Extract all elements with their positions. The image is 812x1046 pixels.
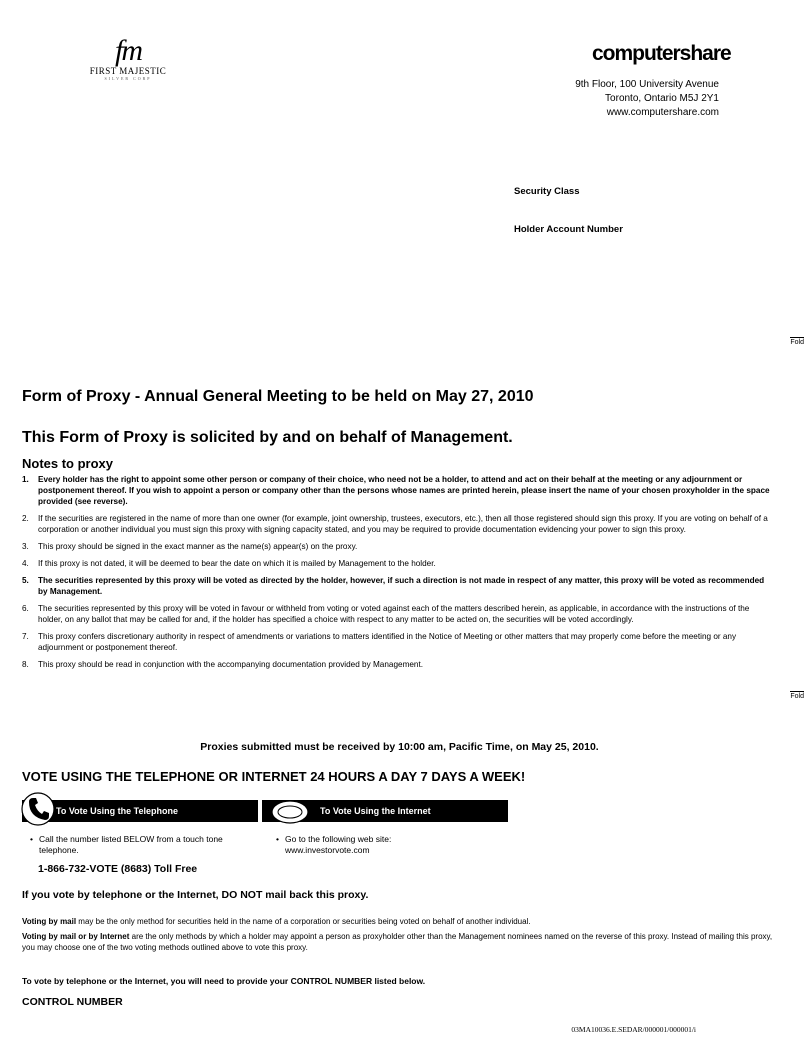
mail-note-1-text: may be the only method for securities held in the name of a corporation or securities being voted on behalf of another individual. <box>76 917 531 926</box>
computershare-logo: computershare <box>592 42 731 65</box>
note-item <box>22 558 772 569</box>
note-number: 6. <box>22 604 29 613</box>
notes-heading: Notes to proxy <box>22 456 114 471</box>
mail-note-2 <box>22 931 777 953</box>
note-item <box>22 513 772 535</box>
internet-url[interactable]: www.investorvote.com <box>285 845 370 855</box>
computershare-address <box>575 78 719 120</box>
note-text: If this proxy is not dated, it will be deemed to bear the date on which it is mailed by Management to the holder. <box>38 559 436 568</box>
fm-monogram: fm <box>115 34 141 67</box>
note-text: The securities represented by this proxy will be voted as directed by the holder, however, if such a direction is not made in respect of any matter, this proxy will be voted as recommended by Management. <box>38 576 765 596</box>
fold-label: Fold <box>790 693 804 700</box>
fm-name: FIRST MAJESTIC <box>89 66 167 76</box>
fm-sub: SILVER CORP <box>104 76 152 81</box>
notes-list <box>22 474 772 676</box>
note-number: 5. <box>22 576 29 585</box>
security-class-label: Security Class <box>514 186 580 197</box>
fold-label: Fold <box>790 339 804 346</box>
vote-heading: VOTE USING THE TELEPHONE OR INTERNET 24 HOURS A DAY 7 DAYS A WEEK! <box>22 769 526 784</box>
first-majestic-logo <box>78 36 178 82</box>
telephone-icon <box>20 790 56 828</box>
internet-bar-label: To Vote Using the Internet <box>320 806 431 816</box>
note-text: This proxy should be read in conjunction with the accompanying documentation provided by Management. <box>38 660 424 669</box>
mail-note-2-text: are the only methods by which a holder may appoint a person as proxyholder other than the Management nominees named on the reverse of this proxy. Instead of mailing this proxy, you may choose one of the two voting methods outlined above to vote this proxy. <box>22 932 773 952</box>
no-mail-notice: If you vote by telephone or the Internet, DO NOT mail back this proxy. <box>22 889 369 901</box>
fold-mark <box>784 337 804 346</box>
control-number-note: To vote by telephone or the Internet, you will need to provide your CONTROL NUMBER listed below. <box>22 976 426 986</box>
note-number: 4. <box>22 559 29 568</box>
address-line: Toronto, Ontario M5J 2Y1 <box>605 93 719 104</box>
mail-note-1 <box>22 916 777 927</box>
mouse-icon <box>268 794 316 826</box>
internet-instruction: • Go to the following web site: www.investorvote.com <box>276 834 496 856</box>
note-number: 8. <box>22 660 29 669</box>
telephone-instruction-text: Call the number listed BELOW from a touch tone telephone. <box>39 834 223 855</box>
note-number: 2. <box>22 514 29 523</box>
note-number: 1. <box>22 475 29 484</box>
address-line: www.computershare.com <box>606 107 719 118</box>
holder-account-label: Holder Account Number <box>514 224 623 235</box>
internet-instruction-text: Go to the following web site: <box>285 834 392 844</box>
form-subtitle: This Form of Proxy is solicited by and on behalf of Management. <box>22 429 513 446</box>
note-text: The securities represented by this proxy will be voted in favour or withheld from voting or voted against each of the matters described herein, as applicable, in accordance with the instructions of the holder, on any ballot that may be called for and, if the holder has specified a choice with respect to any matter to be acted on, the securities will be voted accordingly. <box>38 604 750 624</box>
note-number: 7. <box>22 632 29 641</box>
telephone-bar-label: To Vote Using the Telephone <box>56 806 179 816</box>
control-number-label: CONTROL NUMBER <box>22 996 123 1008</box>
note-text: Every holder has the right to appoint some other person or company of their choice, who need not be a holder, to attend and act on their behalf at the meeting or any adjournment or postponement thereof. If you wish to appoint a person or company other than the persons whose names are printed herein, please insert the name of your chosen proxyholder in the space provided (see reverse). <box>38 475 770 506</box>
telephone-number: 1-866-732-VOTE (8683) Toll Free <box>38 863 198 875</box>
note-text: This proxy confers discretionary authority in respect of amendments or variations to matters identified in the Notice of Meeting or other matters that may properly come before the meeting or any adjournment or postponement thereof. <box>38 632 737 652</box>
note-item <box>22 575 772 597</box>
note-item <box>22 541 772 552</box>
note-number: 3. <box>22 542 29 551</box>
mail-note-1-bold: Voting by mail <box>22 917 77 926</box>
note-item <box>22 603 772 625</box>
note-item <box>22 631 772 653</box>
note-item <box>22 474 772 507</box>
deadline-notice: Proxies submitted must be received by 10:00 am, Pacific Time, on May 25, 2010. <box>200 741 599 753</box>
mail-note-2-bold: Voting by mail or by Internet <box>22 932 130 941</box>
note-text: If the securities are registered in the name of more than one owner (for example, joint ownership, trustees, executors, etc.), then all those registered should sign this proxy. If you are voting on behalf of a corporation or another individual you must sign this proxy with signing capacity stated, and you may be required to provide documentation evidencing your power to sign this proxy. <box>38 514 768 534</box>
telephone-instruction: • Call the number listed BELOW from a touch tone telephone. <box>30 834 250 856</box>
note-text: This proxy should be signed in the exact manner as the name(s) appear(s) on the proxy. <box>38 542 358 551</box>
form-title: Form of Proxy - Annual General Meeting to be held on May 27, 2010 <box>22 388 534 405</box>
document-code: 03MA10036.E.SEDAR/000001/000001/i <box>571 1025 696 1034</box>
telephone-bar <box>22 800 258 822</box>
note-item <box>22 659 772 670</box>
fold-mark <box>784 691 804 700</box>
address-line: 9th Floor, 100 University Avenue <box>575 79 719 90</box>
